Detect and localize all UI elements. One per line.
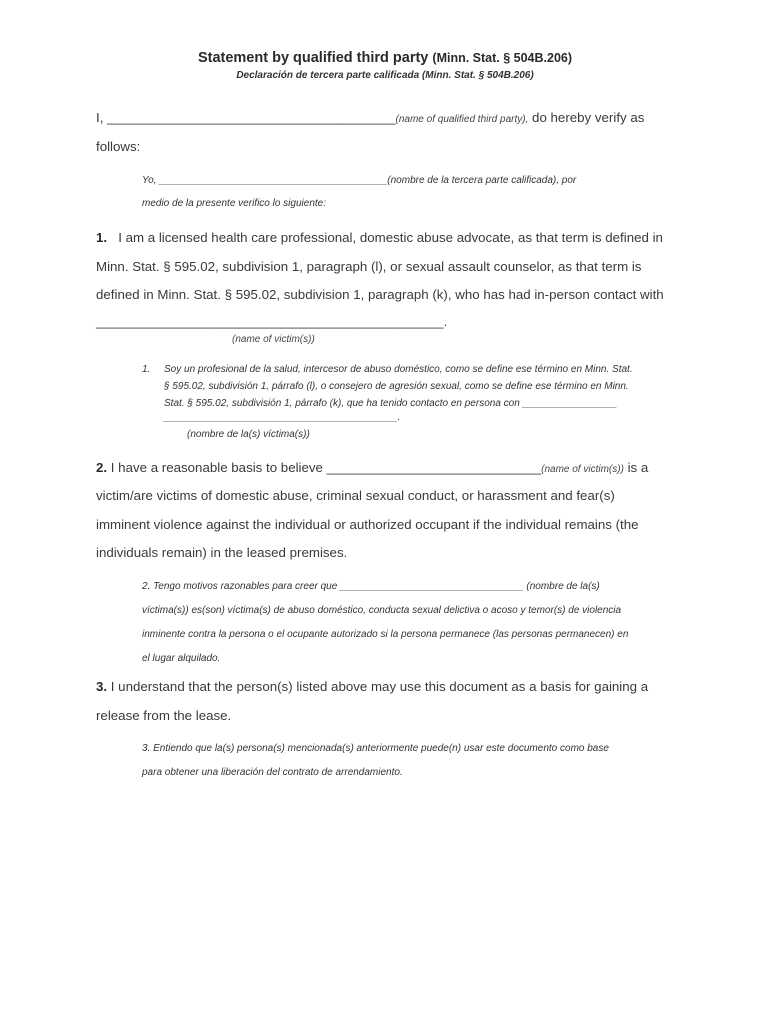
title-main: Statement by qualified third party bbox=[197, 50, 429, 66]
item3-es-line-1: 3. Entiendo que la(s) persona(s) mencionada(s) anteriormente puede(n) usar este documento como base bbox=[142, 743, 609, 754]
victim-name-field-es[interactable]: __________________________________________. bbox=[164, 412, 401, 423]
item3-line-2: release from the lease. bbox=[96, 708, 232, 723]
item1-es-note: (nombre de la(s) víctima(s)) bbox=[187, 429, 310, 440]
third-party-name-field-es[interactable]: _________________________________________ bbox=[159, 175, 388, 186]
item2-es-line-1[interactable]: 2. Tengo motivos razonables para creer que _________________________________ (nombre de la(s) bbox=[142, 581, 600, 592]
item1-es-number: 1. bbox=[142, 364, 151, 375]
item2-prefix: I have a reasonable basis to believe bbox=[107, 460, 327, 475]
item2-line-4: individuals remain) in the leased premises. bbox=[96, 545, 348, 560]
item1-number: 1. bbox=[96, 230, 108, 245]
intro-es-line-1 bbox=[142, 175, 576, 186]
item2-number: 2. bbox=[96, 460, 108, 475]
intro-line-1 bbox=[96, 110, 644, 125]
item1-es-line-3[interactable]: Stat. § 595.02, subdivisión 1, párrafo (k), que ha tenido contacto en persona con _________________ bbox=[164, 398, 618, 409]
item1-line-3: defined in Minn. Stat. § 595.02, subdivision 1, paragraph (k), who has had in-person contact with bbox=[96, 287, 664, 302]
item2-es-line-3: inminente contra la persona o el ocupante autorizado si la persona permanece (las personas permanecen) en bbox=[142, 629, 629, 640]
item1-text-1: I am a licensed health care professional, domestic abuse advocate, as that term is defined in bbox=[118, 230, 663, 245]
intro-field-note: (name of qualified third party), bbox=[395, 114, 529, 125]
intro-line-2: follows: bbox=[96, 139, 141, 154]
item3-number: 3. bbox=[96, 679, 108, 694]
item1-es-line-1: Soy un profesional de la salud, intercesor de abuso doméstico, como se define ese término en Minn. Stat. bbox=[164, 364, 633, 375]
item2-line-3: imminent violence against the individual or authorized occupant if the individual remains (the bbox=[96, 517, 639, 532]
item2-field-note: (name of victim(s)) bbox=[541, 464, 624, 475]
item3-line-1 bbox=[96, 679, 648, 694]
document-subtitle: Declaración de tercera parte calificada (Minn. Stat. § 504B.206) bbox=[236, 70, 534, 81]
third-party-name-field[interactable]: _______________________________________ bbox=[107, 110, 396, 125]
intro-prefix: I, bbox=[96, 110, 108, 125]
item1-line-2: Minn. Stat. § 595.02, subdivision 1, paragraph (l), or sexual assault counselor, as that term is bbox=[96, 259, 642, 274]
intro-es-line-2: medio de la presente verifico lo siguiente: bbox=[142, 198, 326, 209]
item2-es-line-2: víctima(s)) es(son) víctima(s) de abuso doméstico, conducta sexual delictiva o acoso y temor(s) de violencia bbox=[142, 605, 622, 616]
victim-name-field[interactable]: _______________________________________________. bbox=[96, 314, 448, 329]
item2-suffix: is a bbox=[623, 460, 649, 475]
item2-line-1 bbox=[96, 460, 648, 475]
intro-es-note: (nombre de la tercera parte calificada), por bbox=[387, 175, 577, 186]
victim-name-note: (name of victim(s)) bbox=[232, 334, 315, 345]
item2-line-2: victim/are victims of domestic abuse, criminal sexual conduct, or harassment and fear(s) bbox=[96, 488, 615, 503]
item1-es-line-2: § 595.02, subdivisión 1, párrafo (l), o consejero de agresión sexual, como se define ese término en Minn. bbox=[164, 381, 629, 392]
document-title bbox=[0, 50, 770, 66]
item1-line-1 bbox=[96, 230, 663, 245]
item3-text-1: I understand that the person(s) listed above may use this document as a basis for gaining a bbox=[107, 679, 649, 694]
item2-victim-field[interactable]: _____________________________ bbox=[326, 460, 542, 475]
intro-es-prefix: Yo, bbox=[142, 175, 160, 186]
item2-es-line-4: el lugar alquilado. bbox=[142, 653, 221, 664]
intro-suffix: do hereby verify as bbox=[528, 110, 645, 125]
title-citation: (Minn. Stat. § 504B.206) bbox=[432, 51, 573, 65]
item3-es-line-2: para obtener una liberación del contrato de arrendamiento. bbox=[142, 767, 403, 778]
